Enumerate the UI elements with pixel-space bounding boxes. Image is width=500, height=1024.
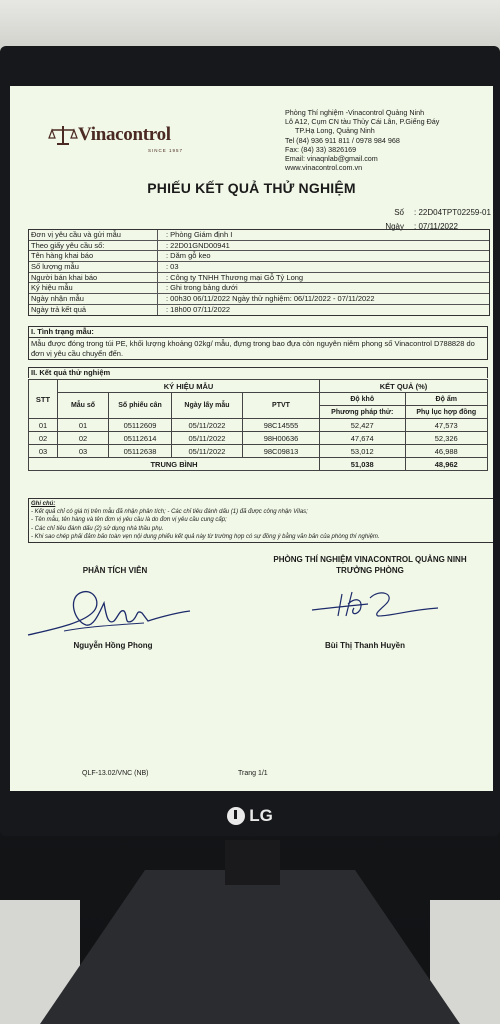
cell-phieu: 05112614 (109, 432, 172, 445)
cell-ptvt: 98C14555 (243, 419, 320, 432)
table-row (29, 419, 488, 432)
cell-stt: 02 (29, 432, 58, 445)
cell-ngay: 05/11/2022 (172, 419, 243, 432)
note-line: - Tên mẫu, tên hàng và tên đơn vị yêu cầu là do đơn vị yêu cầu cung cấp; (31, 517, 227, 524)
analyst-signature (24, 581, 194, 641)
table-average-row (29, 458, 488, 471)
info-row (29, 230, 489, 241)
info-label: Ký hiệu mẫu (29, 283, 158, 293)
col-group-kyhieu: KÝ HIỆU MẪU (58, 380, 320, 393)
table-row (29, 432, 488, 445)
col-pp-doam: Phụ lục hợp đồng (405, 406, 488, 419)
logo-text: Vinacontrol (78, 124, 171, 145)
so-value: : 22D04TPT02259-01 (414, 208, 491, 217)
cell-ngay: 05/11/2022 (172, 445, 243, 458)
cell-ptvt: 98H00636 (243, 432, 320, 445)
info-label: Ngày nhận mẫu (29, 294, 158, 304)
vinacontrol-logo (48, 124, 171, 146)
section-body: Mẫu được đóng trong túi PE, khối lượng khoảng 02kg/ mẫu, đựng trong bao đựa còn nguyên niêm phong số Vinacontrol D788828 do đơn vị yêu cầu chuyển đến. (28, 337, 488, 360)
cell-dokho: 47,674 (320, 432, 406, 445)
info-value: : Phòng Giám định I (166, 230, 233, 239)
monitor-screen (10, 86, 493, 791)
lab-line: TP.Hạ Long, Quảng Ninh (295, 126, 375, 136)
section-sample-status (28, 326, 488, 360)
note-line: - Kết quả chỉ có giá trị trên mẫu đã nhận phân tích; - Các chỉ tiêu đánh dấu (1) đã được công nhận Vilas; (31, 509, 308, 516)
analyst-name: Nguyễn Hồng Phong (73, 641, 153, 650)
cell-avg-label: TRUNG BÌNH (29, 458, 320, 471)
lab-address-block (285, 108, 485, 172)
cell-phieu: 05112638 (109, 445, 172, 458)
cell-phieu: 05112609 (109, 419, 172, 432)
info-value: : Dăm gỗ keo (166, 251, 211, 261)
info-label: Ngày trả kết quả (29, 305, 158, 315)
col-ptvt: PTVT (243, 393, 320, 419)
cell-mau: 01 (58, 419, 109, 432)
info-row (29, 283, 489, 294)
lg-circle-icon (227, 807, 245, 825)
lab-line: Tel (84) 936 911 811 / 0978 984 968 (285, 135, 400, 145)
info-value: : 18h00 07/11/2022 (166, 304, 231, 314)
section-heading: II. Kết quả thử nghiệm (28, 367, 488, 378)
cell-avg-doam: 48,962 (405, 458, 488, 471)
info-label: Số lượng mẫu (29, 262, 158, 272)
cell-stt: 03 (29, 445, 58, 458)
logo-since: SINCE 1957 (148, 148, 184, 153)
info-label: Theo giấy yêu cầu số: (29, 241, 158, 251)
so-label: Số (394, 208, 404, 217)
info-value: : Ghi trong bảng dưới (166, 283, 238, 293)
info-value: : 03 (166, 262, 179, 272)
ngay-value: : 07/11/2022 (414, 222, 458, 231)
monitor-brand-logo (0, 806, 500, 826)
results-table (28, 379, 488, 471)
cell-ptvt: 98C09813 (243, 445, 320, 458)
lab-line: Lô A12, Cụm CN tàu Thủy Cái Lân, P.Giếng Đáy (285, 117, 440, 127)
monitor-base (40, 870, 460, 1024)
info-row (29, 262, 489, 273)
lab-line: www.vinacontrol.com.vn (285, 163, 363, 173)
table-row (29, 445, 488, 458)
monitor-brand: LG (249, 806, 273, 825)
cell-mau: 02 (58, 432, 109, 445)
info-table (28, 229, 490, 316)
document-title: PHIẾU KẾT QUẢ THỬ NGHIỆM (147, 180, 356, 196)
section-results (28, 367, 488, 378)
cell-mau: 03 (58, 445, 109, 458)
scales-icon (48, 124, 78, 146)
info-label: Tên hàng khai báo (29, 251, 158, 261)
cell-doam: 47,573 (405, 419, 488, 432)
monitor-stand (225, 840, 280, 885)
col-mauso: Mẫu số (58, 393, 109, 419)
section-heading: I. Tình trạng mẫu: (28, 326, 488, 337)
col-group-ketqua: KẾT QUẢ (%) (320, 380, 488, 393)
cell-avg-dokho: 51,038 (320, 458, 406, 471)
ngay-label: Ngày (385, 222, 404, 231)
notes-heading: Ghi chú: (31, 501, 56, 507)
info-row (29, 241, 489, 252)
info-label: Người bán khai báo (29, 273, 158, 283)
lab-org-name: PHÒNG THÍ NGHIỆM VINACONTROL QUẢNG NINH (273, 555, 467, 564)
cell-doam: 52,326 (405, 432, 488, 445)
info-value: : Công ty TNHH Thương mại Gỗ Tỷ Long (166, 272, 304, 282)
cell-dokho: 52,427 (320, 419, 406, 432)
cell-doam: 46,988 (405, 445, 488, 458)
col-stt: STT (29, 380, 58, 419)
info-row (29, 294, 489, 305)
info-row (29, 305, 489, 315)
head-signature (308, 586, 448, 626)
head-title: TRƯỞNG PHÒNG (336, 566, 404, 575)
note-line: - Khi sao chép phải đảm bảo toàn vẹn nội dung phiếu kết quả này từ trường hợp có sự đồng ý bằng văn bản của phòng thí nghiệm. (31, 533, 380, 540)
cell-ngay: 05/11/2022 (172, 432, 243, 445)
note-line: - Các chỉ tiêu đánh dấu (2) sử dụng nhà thầu phụ. (31, 525, 164, 532)
lab-line: Email: vinaqnlab@gmail.com (285, 154, 378, 164)
head-name: Bùi Thị Thanh Huyền (325, 641, 405, 650)
lab-signature-header (250, 554, 490, 576)
lab-line: Fax: (84) 33) 3826169 (285, 144, 357, 154)
page-number: Trang 1/1 (238, 770, 268, 777)
form-code: QLF-13.02/VNC (NB) (82, 770, 149, 777)
col-dokho: Độ khô (320, 393, 406, 406)
col-sophieu: Số phiếu cân (109, 393, 172, 419)
analyst-title: PHÂN TÍCH VIÊN (82, 566, 148, 575)
cell-stt: 01 (29, 419, 58, 432)
col-ngaylay: Ngày lấy mẫu (172, 393, 243, 419)
info-label: Đơn vị yêu cầu và gửi mẫu (29, 230, 158, 240)
lab-line: Phòng Thí nghiệm -Vinacontrol Quảng Ninh (285, 108, 425, 117)
info-row (29, 251, 489, 262)
info-value: : 22D01GND00941 (166, 240, 230, 250)
col-doam: Độ ẩm (405, 393, 488, 406)
cell-dokho: 53,012 (320, 445, 406, 458)
info-value: : 00h30 06/11/2022 Ngày thử nghiệm: 06/11/2022 - 07/11/2022 (166, 294, 375, 304)
info-row (29, 273, 489, 284)
col-pp-dokho: Phương pháp thử: (320, 406, 406, 419)
notes-block (28, 498, 493, 543)
